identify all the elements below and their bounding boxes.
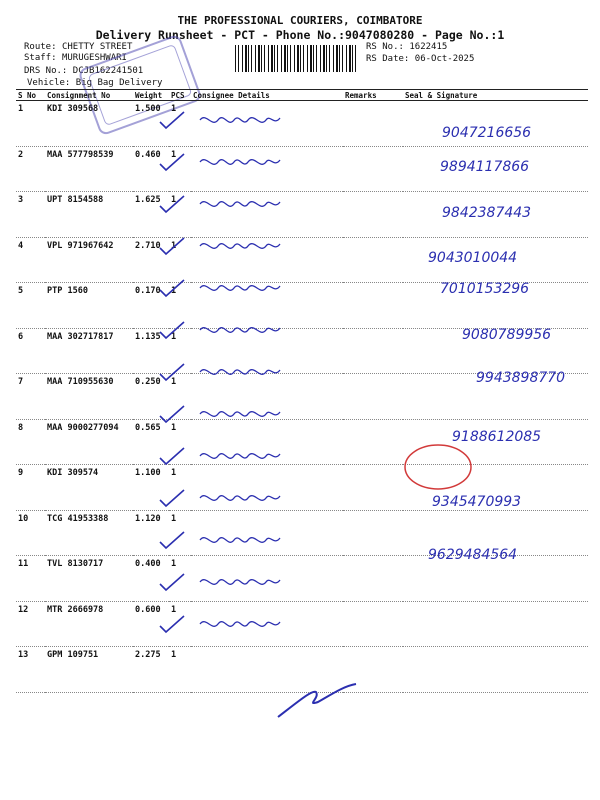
barcode-bar — [346, 45, 347, 72]
barcode-bar — [251, 45, 252, 72]
cell-weight: 2.710 — [133, 237, 169, 283]
table-row — [16, 556, 588, 602]
barcode-image — [235, 45, 361, 72]
barcode-bar — [277, 45, 278, 72]
cell-pcs: 1 — [169, 237, 191, 283]
cell-consignee — [191, 374, 343, 420]
barcode-bar — [294, 45, 295, 72]
barcode-bar — [313, 45, 314, 72]
cell-signature — [403, 556, 588, 602]
barcode-bar — [297, 45, 299, 72]
cell-pcs: 1 — [169, 283, 191, 329]
col-consignment: Consignment No — [45, 90, 133, 101]
barcode-bar — [238, 45, 239, 72]
cell-pcs: 1 — [169, 556, 191, 602]
rs-no-line — [366, 42, 447, 52]
cell-consignment: MAA 710955630 — [45, 374, 133, 420]
table-header-row — [16, 90, 588, 101]
barcode-bar — [264, 45, 265, 72]
table-row — [16, 419, 588, 465]
cell-remarks — [343, 101, 403, 147]
cell-consignee — [191, 419, 343, 465]
cell-remarks — [343, 647, 403, 693]
barcode-bar — [329, 45, 330, 72]
table-row — [16, 283, 588, 329]
table-row — [16, 510, 588, 556]
cell-pcs: 1 — [169, 192, 191, 238]
route-value: CHETTY STREET — [61, 42, 133, 52]
cell-remarks — [343, 146, 403, 192]
table-row — [16, 465, 588, 511]
barcode-bar — [271, 45, 273, 72]
cell-weight: 0.170 — [133, 283, 169, 329]
cell-sno: 2 — [16, 146, 45, 192]
cell-consignee — [191, 101, 343, 147]
barcode-bar — [245, 45, 247, 72]
barcode-bar — [342, 45, 343, 72]
barcode-bar — [290, 45, 291, 72]
handwritten-phone-number: 9080789956 — [462, 327, 552, 343]
cell-remarks — [343, 192, 403, 238]
col-remarks: Remarks — [343, 90, 403, 101]
barcode-bar — [248, 45, 249, 72]
cell-weight: 1.625 — [133, 192, 169, 238]
cell-sno: 8 — [16, 419, 45, 465]
cell-consignment: UPT 8154588 — [45, 192, 133, 238]
cell-signature — [403, 146, 588, 192]
barcode-bar — [281, 45, 282, 72]
cell-remarks — [343, 601, 403, 647]
cell-consignee — [191, 510, 343, 556]
cell-remarks — [343, 328, 403, 374]
cell-weight: 0.565 — [133, 419, 169, 465]
rs-date-label: RS Date: — [366, 54, 410, 64]
drs-label: DRS No.: — [24, 66, 68, 76]
cell-consignee — [191, 328, 343, 374]
cell-consignee — [191, 556, 343, 602]
cell-pcs: 1 — [169, 601, 191, 647]
barcode-bar — [333, 45, 334, 72]
cell-consignment: GPM 109751 — [45, 647, 133, 693]
handwritten-phone-number: 9345470993 — [432, 494, 522, 510]
barcode-bar — [300, 45, 301, 72]
cell-pcs: 1 — [169, 146, 191, 192]
barcode-bar — [310, 45, 312, 72]
cell-consignment: TCG 41953388 — [45, 510, 133, 556]
cell-weight: 0.400 — [133, 556, 169, 602]
cell-pcs: 1 — [169, 101, 191, 147]
barcode-bar — [284, 45, 286, 72]
cell-signature — [403, 192, 588, 238]
col-sno: S No — [16, 90, 45, 101]
cell-pcs: 1 — [169, 328, 191, 374]
cell-sno: 6 — [16, 328, 45, 374]
barcode-bar — [255, 45, 256, 72]
cell-remarks — [343, 465, 403, 511]
cell-weight: 0.460 — [133, 146, 169, 192]
vehicle-value: Big Bag Delivery — [75, 78, 163, 88]
barcode-bar — [349, 45, 351, 72]
cell-sno: 12 — [16, 601, 45, 647]
rs-no-label: RS No.: — [366, 42, 404, 52]
handwritten-phone-number: 9043010044 — [428, 250, 518, 266]
cell-remarks — [343, 419, 403, 465]
cell-signature — [403, 328, 588, 374]
staff-label: Staff: — [24, 53, 57, 63]
cell-sno: 1 — [16, 101, 45, 147]
cell-weight: 1.100 — [133, 465, 169, 511]
route-line — [24, 42, 132, 52]
cell-weight: 2.275 — [133, 647, 169, 693]
cell-weight: 1.500 — [133, 101, 169, 147]
col-weight: Weight — [133, 90, 169, 101]
cell-consignment: VPL 971967642 — [45, 237, 133, 283]
table-row — [16, 237, 588, 283]
handwritten-phone-number: 9629484564 — [428, 547, 518, 563]
barcode-bar — [242, 45, 243, 72]
cell-pcs: 1 — [169, 374, 191, 420]
rs-no-value: 1622415 — [409, 42, 448, 52]
table-row — [16, 647, 588, 693]
cell-signature — [403, 601, 588, 647]
cell-consignment: MAA 9000277094 — [45, 419, 133, 465]
cell-consignment: TVL 8130717 — [45, 556, 133, 602]
barcode-bar — [355, 45, 356, 72]
cell-signature — [403, 283, 588, 329]
handwritten-phone-number: 9943898770 — [476, 370, 566, 386]
cell-weight: 1.135 — [133, 328, 169, 374]
cell-consignee — [191, 601, 343, 647]
barcode-bar — [268, 45, 269, 72]
barcode-bar — [303, 45, 304, 72]
cell-remarks — [343, 283, 403, 329]
table-row — [16, 601, 588, 647]
cell-consignee — [191, 146, 343, 192]
rs-date-line — [366, 54, 474, 64]
cell-sno: 7 — [16, 374, 45, 420]
cell-weight: 0.600 — [133, 601, 169, 647]
cell-signature — [403, 510, 588, 556]
barcode-bar — [339, 45, 340, 72]
cell-signature — [403, 419, 588, 465]
barcode-bar — [235, 45, 236, 72]
barcode-bar — [323, 45, 325, 72]
barcode-bar — [352, 45, 353, 72]
cell-consignment: KDI 309574 — [45, 465, 133, 511]
table-row — [16, 374, 588, 420]
cell-consignment: MAA 302717817 — [45, 328, 133, 374]
barcode-bar — [274, 45, 275, 72]
company-title: THE PROFESSIONAL COURIERS, COIMBATORE — [177, 14, 423, 27]
barcode-bar — [316, 45, 317, 72]
cell-consignee — [191, 465, 343, 511]
handwritten-phone-number: 9047216656 — [442, 125, 532, 141]
barcode-bar — [307, 45, 308, 72]
handwritten-phone-number: 9188612085 — [452, 429, 542, 445]
cell-pcs: 1 — [169, 465, 191, 511]
cell-sno: 9 — [16, 465, 45, 511]
col-signature: Seal & Signature — [403, 90, 588, 101]
handwritten-phone-number: 7010153296 — [440, 281, 530, 297]
cell-sno: 10 — [16, 510, 45, 556]
cell-remarks — [343, 237, 403, 283]
cell-pcs: 1 — [169, 419, 191, 465]
cell-consignment: KDI 309568 — [45, 101, 133, 147]
cell-weight: 1.120 — [133, 510, 169, 556]
cell-weight: 0.250 — [133, 374, 169, 420]
cell-remarks — [343, 374, 403, 420]
cell-consignee — [191, 192, 343, 238]
table-row — [16, 101, 588, 147]
barcode-bar — [320, 45, 321, 72]
route-label: Route: — [24, 42, 57, 52]
cell-sno: 11 — [16, 556, 45, 602]
cell-remarks — [343, 510, 403, 556]
runsheet-title: Delivery Runsheet - PCT - Phone No.:9047080280 - Page No.:1 — [95, 28, 505, 42]
cell-signature — [403, 374, 588, 420]
staff-value: MURUGESHWARI — [61, 53, 127, 63]
cell-consignee — [191, 237, 343, 283]
vehicle-label: Vehicle: — [27, 78, 71, 88]
cell-signature — [403, 101, 588, 147]
table-row — [16, 146, 588, 192]
cell-sno: 5 — [16, 283, 45, 329]
cell-consignment: MTR 2666978 — [45, 601, 133, 647]
runsheet-table — [16, 89, 588, 693]
cell-signature — [403, 237, 588, 283]
table-row — [16, 192, 588, 238]
cell-sno: 13 — [16, 647, 45, 693]
cell-sno: 3 — [16, 192, 45, 238]
barcode-bar — [258, 45, 260, 72]
cell-consignment: PTP 1560 — [45, 283, 133, 329]
handwritten-phone-number: 9842387443 — [442, 205, 532, 221]
rs-date-value: 06-Oct-2025 — [414, 54, 475, 64]
handwritten-phone-number: 9894117866 — [440, 159, 530, 175]
cell-consignee — [191, 647, 343, 693]
col-pcs: PCS — [169, 90, 191, 101]
cell-signature — [403, 465, 588, 511]
cell-pcs: 1 — [169, 510, 191, 556]
cell-consignee — [191, 283, 343, 329]
barcode-bar — [326, 45, 327, 72]
cell-sno: 4 — [16, 237, 45, 283]
barcode-bar — [287, 45, 288, 72]
barcode-bar — [336, 45, 338, 72]
cell-signature — [403, 647, 588, 693]
cell-consignment: MAA 577798539 — [45, 146, 133, 192]
cell-remarks — [343, 556, 403, 602]
col-consignee: Consignee Details — [191, 90, 343, 101]
cell-pcs: 1 — [169, 647, 191, 693]
table-row — [16, 328, 588, 374]
barcode-bar — [261, 45, 262, 72]
drs-value: DCJB162241501 — [72, 66, 144, 76]
